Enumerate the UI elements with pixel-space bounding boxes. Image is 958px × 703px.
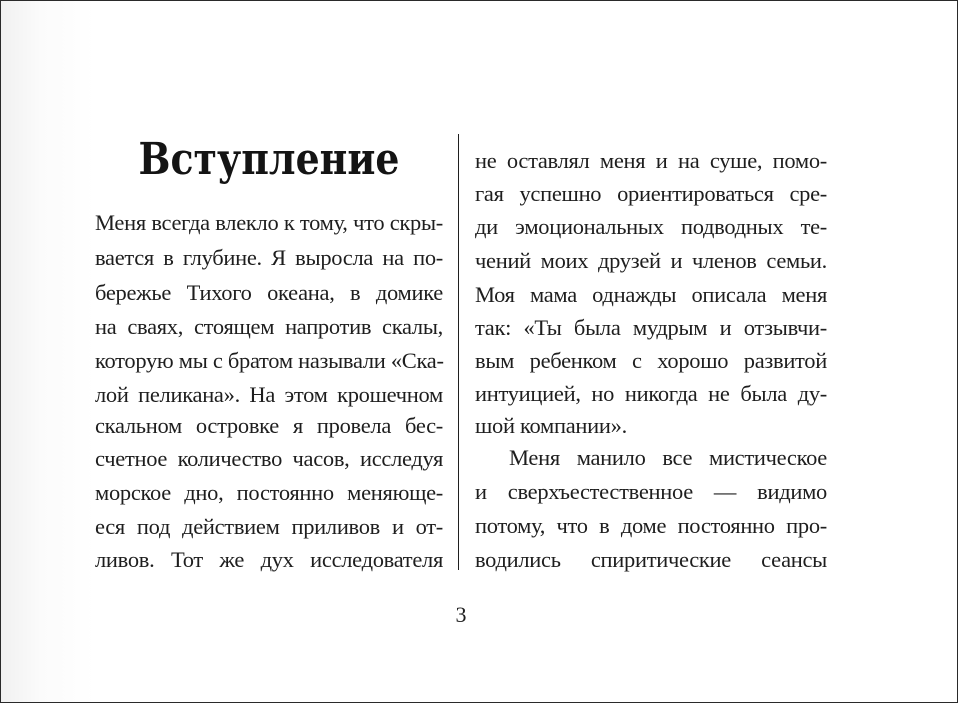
chapter-title: Вступление [138,134,400,185]
text-line: счетное количество часов, исследуя [95,446,443,471]
text-line: Меня всегда влекло к тому, что скры- [95,210,443,235]
text-line: потому, что в доме постоянно про- [475,513,827,538]
text-line: морское дно, постоянно меняюще- [95,480,443,505]
text-line: водились спиритические сеансы [475,547,827,572]
text-line: ди эмоциональных подводных те- [475,214,827,239]
text-line: Моя мама однажды описала меня [475,282,827,307]
text-line: вается в глубине. Я выросла на по- [95,245,443,270]
text-line: скальном островке я провела бес- [95,413,443,438]
paragraph-first-line: Меня манило все мистическое [509,445,827,470]
text-line: гая успешно ориентироваться сре- [475,181,827,206]
text-line: чений моих друзей и членов семьи. [475,248,827,273]
text-line: которую мы с братом называли «Ска- [95,348,444,373]
text-line: шой компании». [475,413,627,438]
page-number: 3 [455,602,467,627]
column-divider [458,134,459,570]
text-line: еся под действием приливов и от- [95,514,443,539]
text-line: ливов. Тот же дух исследователя [95,547,443,572]
text-line: вым ребенком с хорошо развитой [475,348,827,373]
text-line: не оставлял меня и на суше, помо- [475,148,827,173]
text-line: так: «Ты была мудрым и отзывчи- [475,315,827,340]
text-line: интуицией, но никогда не была ду- [475,381,827,406]
text-line: бережье Тихого океана, в домике [95,280,443,305]
text-line: и сверхъестественное — видимо [475,479,827,504]
text-line: на сваях, стоящем напротив скалы, [95,314,443,339]
text-line: лой пеликана». На этом крошечном [95,382,443,407]
